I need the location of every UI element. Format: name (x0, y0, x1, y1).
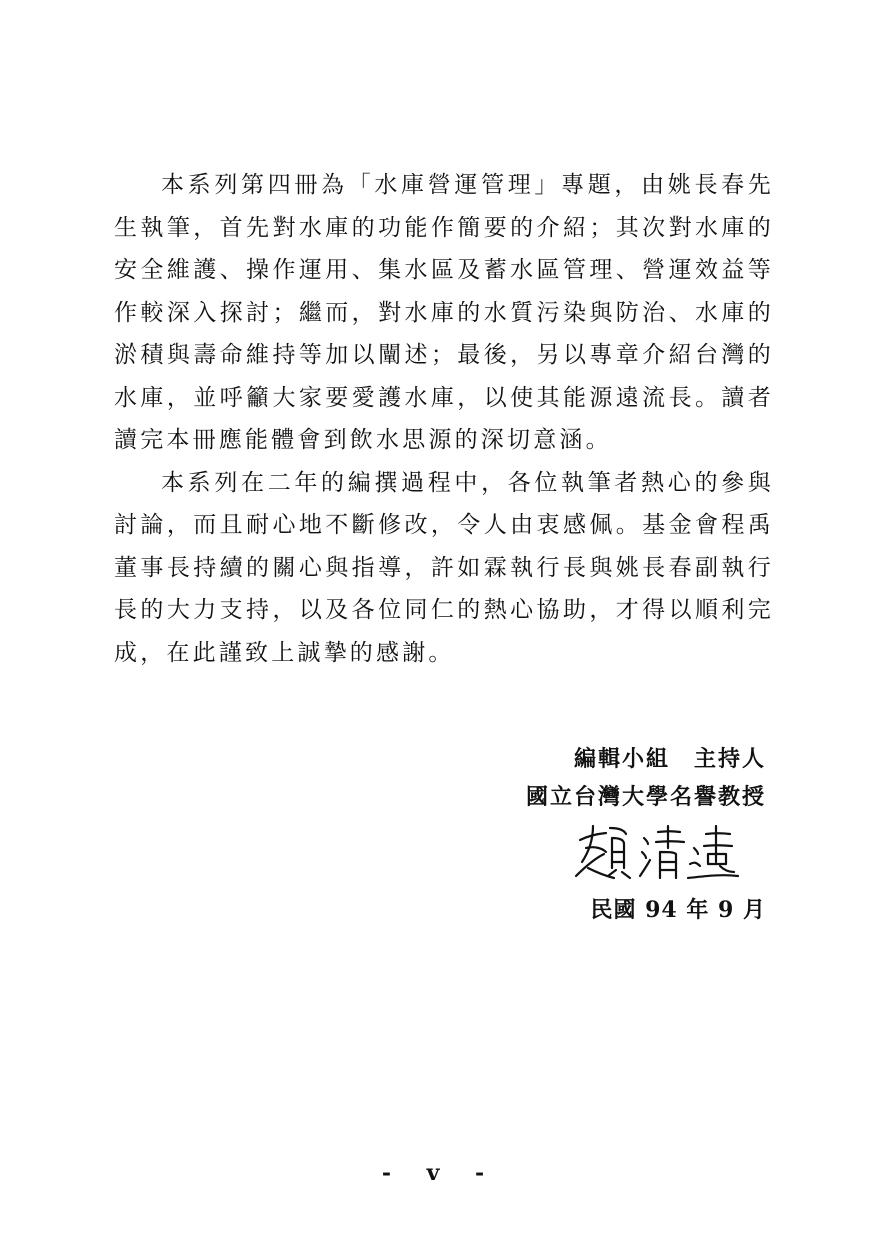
paragraph-1: 本系列第四冊為「水庫營運管理」專題，由姚長春先生執筆，首先對水庫的功能作簡要的介紹；其次對水庫的安全維護、操作運用、集水區及蓄水區管理、營運效益等作較深入探討；繼而，對水庫的水質污染與防治、水庫的淤積與壽命維持等加以闡述；最後，另以專章介紹台灣的水庫，並呼籲大家要愛護水庫，以使其能源遠流長。讀者讀完本冊應能體會到飲水思源的深切意涵。 (114, 172, 774, 453)
signoff-role: 編輯小組 主持人 (573, 746, 766, 772)
paragraph-2: 本系列在二年的編撰過程中，各位執筆者熱心的參與討論，而且耐心地不斷修改，令人由衷感佩。基金會程禹董事長持續的關心與指導，許如霖執行長與姚長春副執行長的大力支持，以及各位同仁的熱心協助，才得以順利完成，在此謹致上誠摯的感謝。 (114, 469, 774, 666)
signoff-block (526, 740, 766, 816)
page-number: - v - (381, 1160, 499, 1186)
signoff-date: 民國 94 年 9 月 (590, 897, 766, 923)
handwritten-signature (566, 818, 746, 888)
preface-body (114, 164, 774, 674)
signoff-affiliation: 國立台灣大學名譽教授 (525, 784, 766, 810)
